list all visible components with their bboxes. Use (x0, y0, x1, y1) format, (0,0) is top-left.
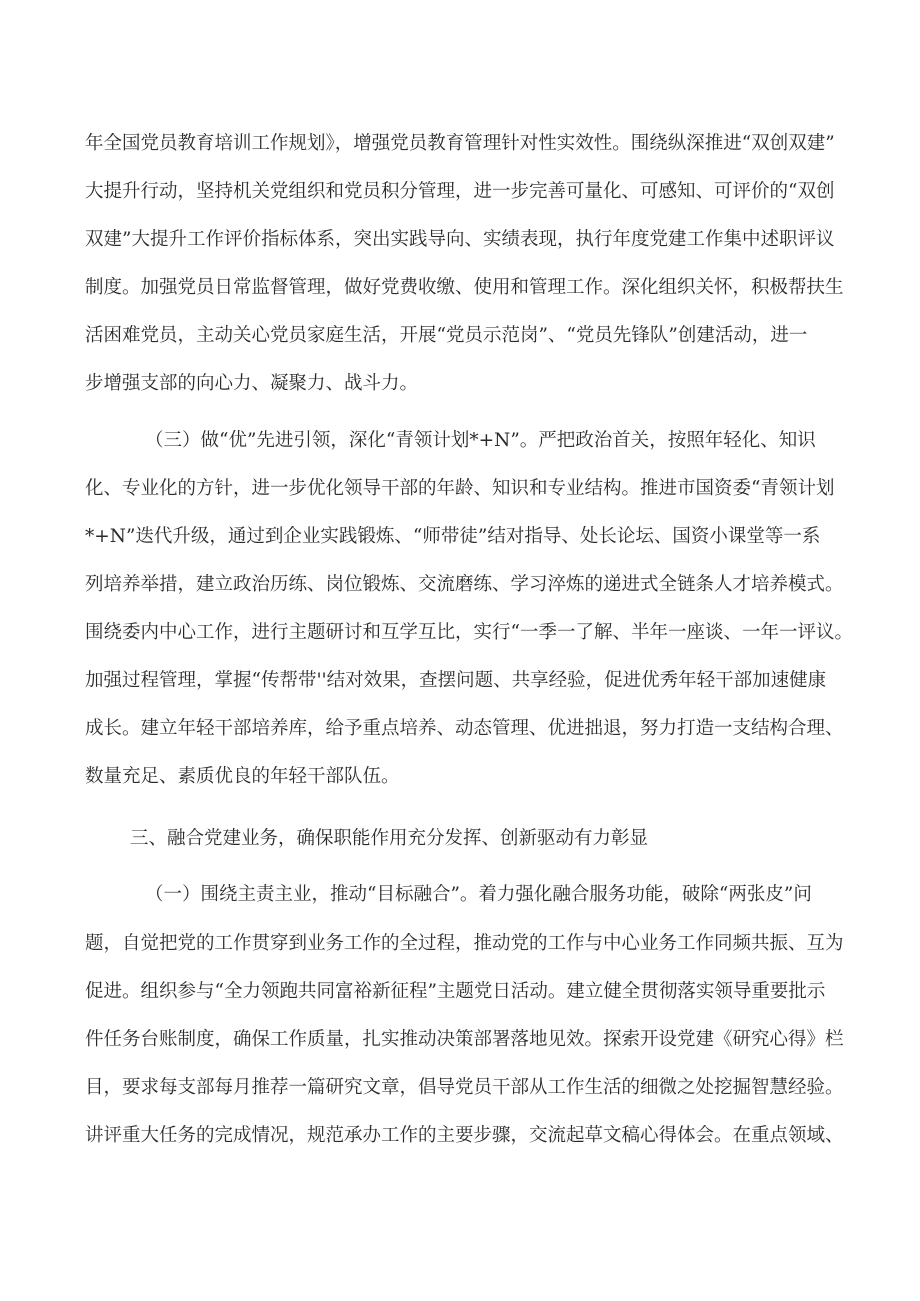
text-line: 数量充足、素质优良的年轻干部队伍。 (85, 766, 400, 787)
text-line: 列培养举措，建立政治历练、岗位锻炼、交流磨练、学习淬炼的递进式全链条人才培养模式。 (85, 574, 844, 595)
text-line: 围绕委内中心工作，进行主题研讨和互学互比，实行“一季一了解、半年一座谈、一年一评议。 (85, 622, 853, 643)
text-line: 制度。加强党员日常监督管理，做好党费收缴、使用和管理工作。深化组织关怀，积极帮扶生 (85, 277, 844, 298)
text-line: 目，要求每支部每月推荐一篇研究文章，倡导党员干部从工作生活的细微之处挖掘智慧经验。 (85, 1077, 844, 1098)
paragraph-start-line: （一）围绕主责主业，推动“目标融合”。着力强化融合服务功能，破除“两张皮”问 (145, 884, 812, 905)
section-heading: 三、融合党建业务，确保职能作用充分发挥、创新驱动有力彰显 (130, 828, 649, 849)
text-line: 年全国党员教育培训工作规划》，增强党员教育管理针对性实效性。围绕纵深推进“双创双建” (85, 133, 835, 154)
paragraph-start-line: （三）做“优”先进引领，深化“青领计划*+N”。严把政治首关，按照年轻化、知识 (145, 430, 816, 451)
text-line: 大提升行动，坚持机关党组织和党员积分管理，进一步完善可量化、可感知、可评价的“双创 (85, 181, 835, 202)
text-line: 活困难党员，主动关心党员家庭生活，开展“党员示范岗”、“党员先锋队”创建活动，进一 (85, 325, 808, 346)
text-line: 件任务台账制度，确保工作质量，扎实推动决策部署落地见效。探索开设党建《研究心得》栏 (85, 1029, 844, 1050)
text-line: 成长。建立年轻干部培养库，给予重点培养、动态管理、优进拙退，努力打造一支结构合理、 (85, 718, 844, 739)
text-line: 促进。组织参与“全力领跑共同富裕新征程”主题党日活动。建立健全贯彻落实领导重要批示 (85, 981, 826, 1002)
text-line: 双建”大提升工作评价指标体系，突出实践导向、实绩表现，执行年度党建工作集中述职评议 (85, 229, 835, 250)
text-line: 化、专业化的方针，进一步优化领导干部的年龄、知识和专业结构。推进市国资委“青领计划 (85, 478, 835, 499)
text-line: 讲评重大任务的完成情况，规范承办工作的主要步骤，交流起草文稿心得体会。在重点领域、 (85, 1125, 844, 1146)
text-line: *+N”迭代升级，通过到企业实践锻炼、“师带徒”结对指导、处长论坛、国资小课堂等一系 (85, 526, 821, 547)
text-line: 加强过程管理，掌握“传帮带''结对效果，查摆问题、共享经验，促进优秀年轻干部加速健康 (85, 670, 827, 691)
text-line: 步增强支部的向心力、凝聚力、战斗力。 (85, 373, 419, 394)
text-line: 题，自觉把党的工作贯穿到业务工作的全过程，推动党的工作与中心业务工作同频共振、互为 (85, 933, 844, 954)
